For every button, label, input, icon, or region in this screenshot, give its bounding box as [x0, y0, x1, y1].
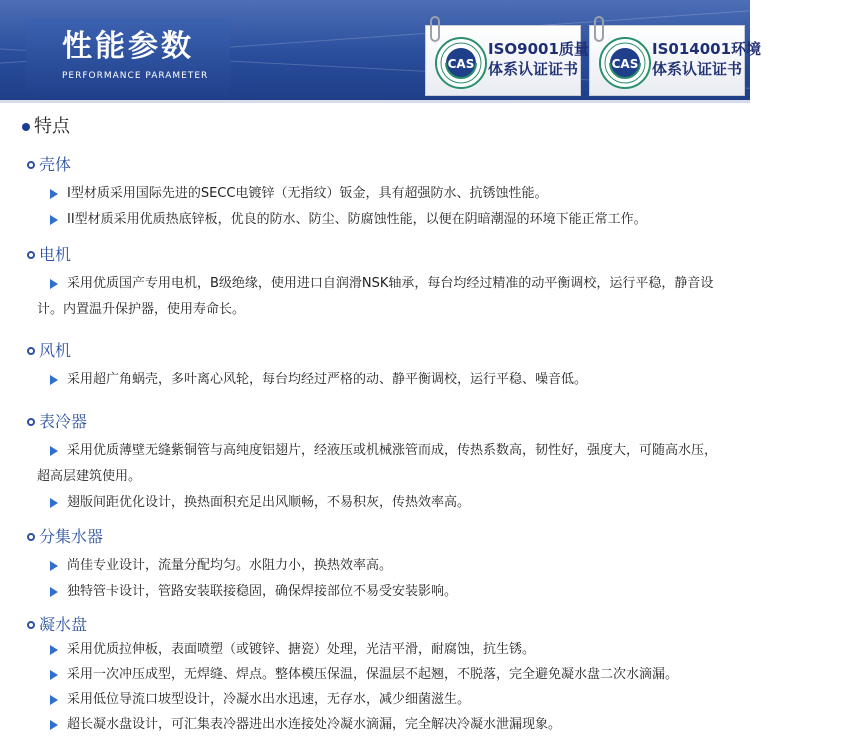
- triangle-bullet-icon: [50, 670, 58, 680]
- section-fan: [27, 341, 727, 393]
- certificate-text: [652, 39, 761, 79]
- list-item: I型材质采用国际先进的SECC电镀锌（无指纹）钣金，具有超强防水、抗锈蚀性能。: [27, 181, 727, 207]
- bullet-dot-icon: [22, 123, 30, 131]
- list-item: 采用优质国产专用电机，B级绝缘，使用进口自润滑NSK轴承，每台均经过精准的动平衡调校，运行平稳，静音设计。内置温升保护器，使用寿命长。: [37, 276, 714, 317]
- circle-bullet-icon: [27, 347, 35, 355]
- circle-bullet-icon: [27, 418, 35, 426]
- cas-seal-icon: [598, 36, 652, 90]
- certificate-text: [488, 39, 589, 79]
- certificate-line-1: IS014001环境: [652, 40, 762, 58]
- section-title-label: 电机: [39, 245, 72, 264]
- list-item: 翅版间距优化设计，换热面积充足出风顺畅，不易积灰，传热效率高。: [27, 490, 727, 516]
- list-item: 采用优质拉伸板，表面喷塑（或镀锌、搪瓷）处理，光洁平滑，耐腐蚀，抗生锈。: [27, 637, 727, 662]
- section-shell: [27, 155, 727, 233]
- triangle-bullet-icon: [50, 215, 58, 225]
- features-heading-label: 特点: [34, 116, 70, 137]
- page-subtitle: PERFORMANCE PARAMETER: [62, 71, 209, 81]
- section-title-label: 表冷器: [39, 412, 88, 431]
- section-motor: [27, 245, 727, 323]
- circle-bullet-icon: [27, 533, 35, 541]
- triangle-bullet-icon: [50, 189, 58, 199]
- section-title-label: 壳体: [39, 155, 72, 174]
- list-item: II型材质采用优质热底锌板，优良的防水、防尘、防腐蚀性能，以便在阴暗潮湿的环境下能正常工作。: [27, 207, 727, 233]
- certificate-line-2: 体系认证证书: [652, 60, 743, 78]
- triangle-bullet-icon: [50, 587, 58, 597]
- triangle-bullet-icon: [50, 645, 58, 655]
- list-item: 采用优质薄壁无缝紫铜管与高纯度铝翅片，经液压或机械涨管而成，传热系数高，韧性好，强度大，可随高水压，超高层建筑使用。: [37, 443, 718, 484]
- iso14001-certificate: [589, 25, 762, 96]
- section-title: [27, 615, 727, 635]
- section-title: [27, 527, 727, 547]
- section-title: [27, 412, 727, 432]
- list-item: 采用低位导流口坡型设计，冷凝水出水迅速，无存水，减少细菌滋生。: [27, 687, 727, 712]
- list-item: 采用一次冲压成型，无焊缝、焊点。整体模压保温，保温层不起翘，不脱落，完全避免凝水盘二次水滴漏。: [27, 662, 727, 687]
- triangle-bullet-icon: [50, 561, 58, 571]
- header-band: [0, 0, 762, 100]
- list-item: 超长凝水盘设计，可汇集表冷器进出水连接处冷凝水滴漏，完全解决冷凝水泄漏现象。: [27, 712, 727, 737]
- section-cooling-coil: [27, 412, 727, 516]
- triangle-bullet-icon: [50, 446, 58, 456]
- section-water-manifold: [27, 527, 727, 605]
- circle-bullet-icon: [27, 251, 35, 259]
- triangle-bullet-icon: [50, 695, 58, 705]
- list-item: 采用超广角蜗壳，多叶离心风轮，每台均经过严格的动、静平衡调校，运行平稳、噪音低。: [27, 367, 727, 393]
- certificate-line-1: ISO9001质量: [488, 40, 589, 58]
- iso9001-certificate: [425, 25, 589, 96]
- triangle-bullet-icon: [50, 279, 58, 289]
- triangle-bullet-icon: [50, 375, 58, 385]
- cas-seal-icon: [434, 36, 488, 90]
- section-drain-pan: [27, 615, 727, 737]
- section-title-label: 风机: [39, 341, 72, 360]
- list-item: 独特管卡设计，管路安装联接稳固，确保焊接部位不易受安装影响。: [27, 579, 727, 605]
- section-title: [27, 341, 727, 361]
- seal-text: CAS: [611, 57, 639, 71]
- header-divider: [0, 100, 750, 103]
- section-title: [27, 155, 727, 175]
- features-heading: [22, 115, 70, 139]
- section-title-label: 分集水器: [39, 527, 104, 546]
- page-title: 性能参数: [62, 29, 194, 64]
- circle-bullet-icon: [27, 621, 35, 629]
- section-title: [27, 245, 727, 265]
- certificate-line-2: 体系认证证书: [488, 60, 579, 78]
- triangle-bullet-icon: [50, 498, 58, 508]
- seal-text: CAS: [447, 57, 475, 71]
- section-title-label: 凝水盘: [39, 615, 88, 634]
- circle-bullet-icon: [27, 161, 35, 169]
- list-item: 尚佳专业设计，流量分配均匀。水阻力小，换热效率高。: [27, 553, 727, 579]
- triangle-bullet-icon: [50, 720, 58, 730]
